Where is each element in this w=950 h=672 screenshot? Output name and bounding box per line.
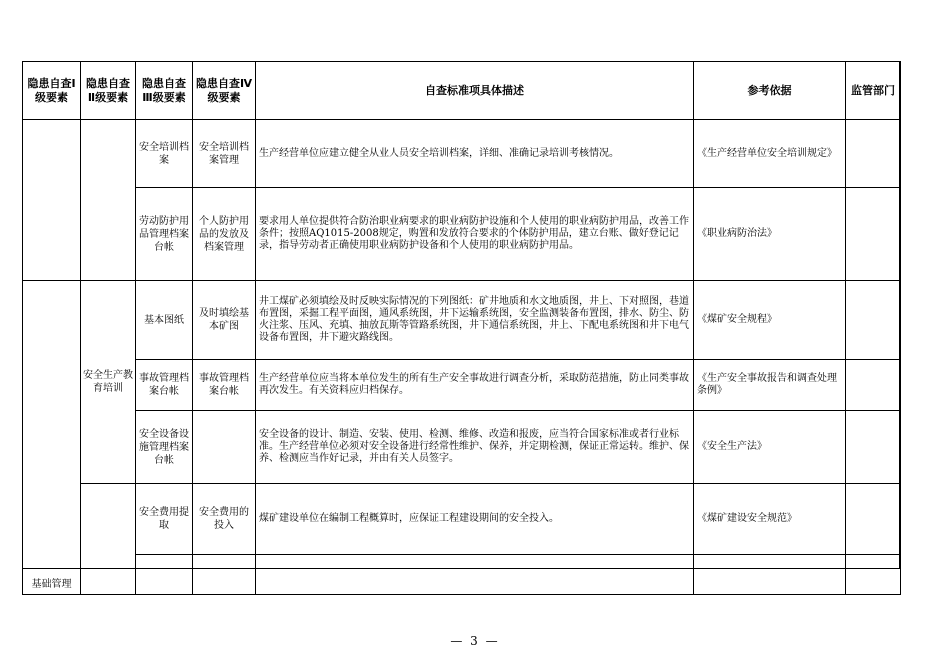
description-cell-empty bbox=[256, 555, 694, 595]
level4-cell: 安全费用的投入 bbox=[193, 484, 256, 555]
header-level3: 隐患自查Ⅲ级要素 bbox=[136, 62, 193, 120]
basis-cell: 《煤矿建设安全规范》 bbox=[694, 484, 846, 555]
table-row bbox=[23, 120, 901, 188]
level1-group-cell: 基础管理 bbox=[23, 281, 81, 595]
header-basis: 参考依据 bbox=[694, 62, 846, 120]
level1-cell-empty bbox=[23, 120, 81, 281]
department-cell bbox=[846, 484, 901, 555]
level3-cell: 安全费用提取 bbox=[136, 484, 193, 555]
basis-cell: 《煤矿安全规程》 bbox=[694, 281, 846, 360]
level4-cell: 及时填绘基本矿图 bbox=[193, 281, 256, 360]
description-cell: 要求用人单位提供符合防治职业病要求的职业病防护设施和个人使用的职业病防护用品，改善工作条件；按照AQ1015-2008规定，购置和发放符合要求的个体防护用品，建立台账、做好登记记录，指导劳动者正确使用职业病防护设备和个人使用的职业病防护用品。 bbox=[256, 188, 694, 281]
department-cell bbox=[846, 281, 901, 360]
department-cell bbox=[846, 360, 901, 411]
table-row bbox=[23, 281, 901, 360]
header-row bbox=[23, 62, 901, 120]
level4-cell-empty bbox=[193, 555, 256, 595]
level2-group-cell: 安全生产教育培训 bbox=[81, 281, 136, 484]
basis-cell: 《职业病防治法》 bbox=[694, 188, 846, 281]
level4-cell: 事故管理档案台帐 bbox=[193, 360, 256, 411]
level3-cell: 安全设备设施管理档案台帐 bbox=[136, 411, 193, 484]
basis-cell: 《安全生产法》 bbox=[694, 411, 846, 484]
level4-cell: 安全培训档案管理 bbox=[193, 120, 256, 188]
description-cell: 井工煤矿必须填绘及时反映实际情况的下列图纸：矿井地质和水文地质图，井上、下对照图，巷道布置图，采掘工程平面图，通风系统图，井下运输系统图，安全监测装备布置图，排水、防尘、防火注浆、压风、充填、抽放瓦斯等管路系统图，井下通信系统图，井上、下配电系统图和井下电气设备布置图，井下避灾路线图。 bbox=[256, 281, 694, 360]
department-cell bbox=[846, 188, 901, 281]
basis-cell-empty bbox=[694, 555, 846, 595]
table-row bbox=[23, 484, 901, 555]
level3-cell: 事故管理档案台帐 bbox=[136, 360, 193, 411]
description-cell: 生产经营单位应建立健全从业人员安全培训档案，详细、准确记录培训考核情况。 bbox=[256, 120, 694, 188]
table-row bbox=[23, 188, 901, 281]
description-cell: 煤矿建设单位在编制工程概算时，应保证工程建设期间的安全投入。 bbox=[256, 484, 694, 555]
header-level2: 隐患自查Ⅱ级要素 bbox=[81, 62, 136, 120]
basis-cell: 《生产经营单位安全培训规定》 bbox=[694, 120, 846, 188]
description-cell: 安全设备的设计、制造、安装、使用、检测、维修、改造和报废，应当符合国家标准或者行业标准。生产经营单位必须对安全设备进行经常性维护、保养，并定期检测，保证正常运转。维护、保养、检测应当作好记录，并由有关人员签字。 bbox=[256, 411, 694, 484]
header-level1: 隐患自查Ⅰ级要素 bbox=[23, 62, 81, 120]
basis-cell: 《生产安全事故报告和调查处理条例》 bbox=[694, 360, 846, 411]
level2-cell-empty bbox=[81, 484, 136, 595]
header-department: 监管部门 bbox=[846, 62, 901, 120]
header-level4: 隐患自查Ⅳ级要素 bbox=[193, 62, 256, 120]
requirements-table bbox=[22, 61, 901, 595]
description-cell: 生产经营单位应当将本单位发生的所有生产安全事故进行调查分析，采取防范措施，防止同类事故再次发生。有关资料应归档保存。 bbox=[256, 360, 694, 411]
level3-cell: 安全培训档案 bbox=[136, 120, 193, 188]
table-row bbox=[23, 360, 901, 411]
department-cell bbox=[846, 120, 901, 188]
header-description: 自查标准项具体描述 bbox=[256, 62, 694, 120]
requirements-table-frame bbox=[22, 61, 900, 590]
level3-cell: 劳动防护用品管理档案台帐 bbox=[136, 188, 193, 281]
level2-cell-empty bbox=[81, 120, 136, 281]
table-row-partial bbox=[23, 555, 901, 595]
page-number: — 3 — bbox=[450, 634, 500, 648]
level4-cell: 个人防护用品的发放及档案管理 bbox=[193, 188, 256, 281]
department-cell-empty bbox=[846, 555, 901, 595]
level3-cell-empty bbox=[136, 555, 193, 595]
table-row bbox=[23, 411, 901, 484]
level4-cell bbox=[193, 411, 256, 484]
department-cell bbox=[846, 411, 901, 484]
level3-cell: 基本图纸 bbox=[136, 281, 193, 360]
